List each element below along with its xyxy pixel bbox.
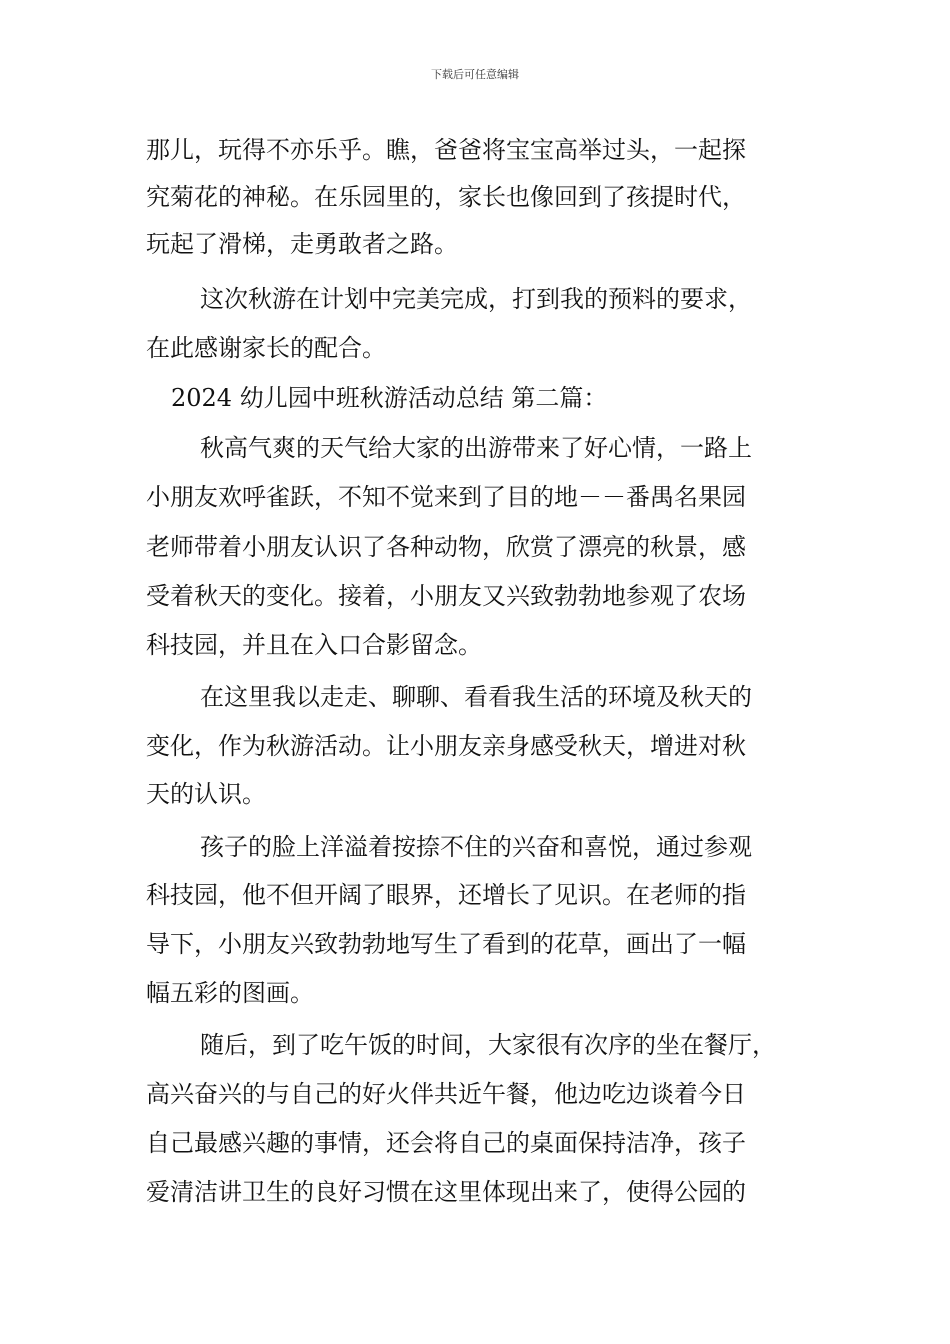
text-line: 孩子的脸上洋溢着按捺不住的兴奋和喜悦，通过参观 xyxy=(200,833,752,861)
text-line: 在这里我以走走、聊聊、看看我生活的环境及秋天的 xyxy=(200,683,752,711)
text-line: 秋高气爽的天气给大家的出游带来了好心情，一路上 xyxy=(200,434,752,462)
text-line: 玩起了滑梯，走勇敢者之路。 xyxy=(146,230,458,258)
text-line: 在此感谢家长的配合。 xyxy=(146,334,386,362)
text-line: 小朋友欢呼雀跃，不知不觉来到了目的地－－番禺名果园 xyxy=(146,483,746,511)
text-line: 究菊花的神秘。在乐园里的，家长也像回到了孩提时代， xyxy=(146,183,746,211)
text-line: 爱清洁讲卫生的良好习惯在这里体现出来了，使得公园的 xyxy=(146,1178,746,1206)
text-line: 这次秋游在计划中完美完成，打到我的预料的要求， xyxy=(200,285,752,313)
text-line: 受着秋天的变化。接着，小朋友又兴致勃勃地参观了农场 xyxy=(146,582,746,610)
text-line: 那儿，玩得不亦乐乎。瞧，爸爸将宝宝高举过头，一起探 xyxy=(146,136,746,164)
text-line: 变化，作为秋游活动。让小朋友亲身感受秋天，增进对秋 xyxy=(146,732,746,760)
section-heading: 2024 幼儿园中班秋游活动总结 第二篇： xyxy=(171,384,608,412)
text-line: 高兴奋兴的与自己的好火伴共近午餐，他边吃边谈着今日 xyxy=(146,1080,746,1108)
page-header-note: 下载后可任意编辑 xyxy=(431,68,519,81)
text-line: 天的认识。 xyxy=(146,780,266,808)
text-line: 随后，到了吃午饭的时间，大家很有次序的坐在餐厅， xyxy=(200,1031,776,1059)
text-line: 自己最感兴趣的事情，还会将自己的桌面保持洁净，孩子 xyxy=(146,1129,746,1157)
text-line: 导下，小朋友兴致勃勃地写生了看到的花草，画出了一幅 xyxy=(146,930,746,958)
text-line: 幅五彩的图画。 xyxy=(146,979,314,1007)
text-line: 科技园，并且在入口合影留念。 xyxy=(146,631,482,659)
text-line: 科技园，他不但开阔了眼界，还增长了见识。在老师的指 xyxy=(146,881,746,909)
text-line: 老师带着小朋友认识了各种动物，欣赏了漂亮的秋景，感 xyxy=(146,533,746,561)
